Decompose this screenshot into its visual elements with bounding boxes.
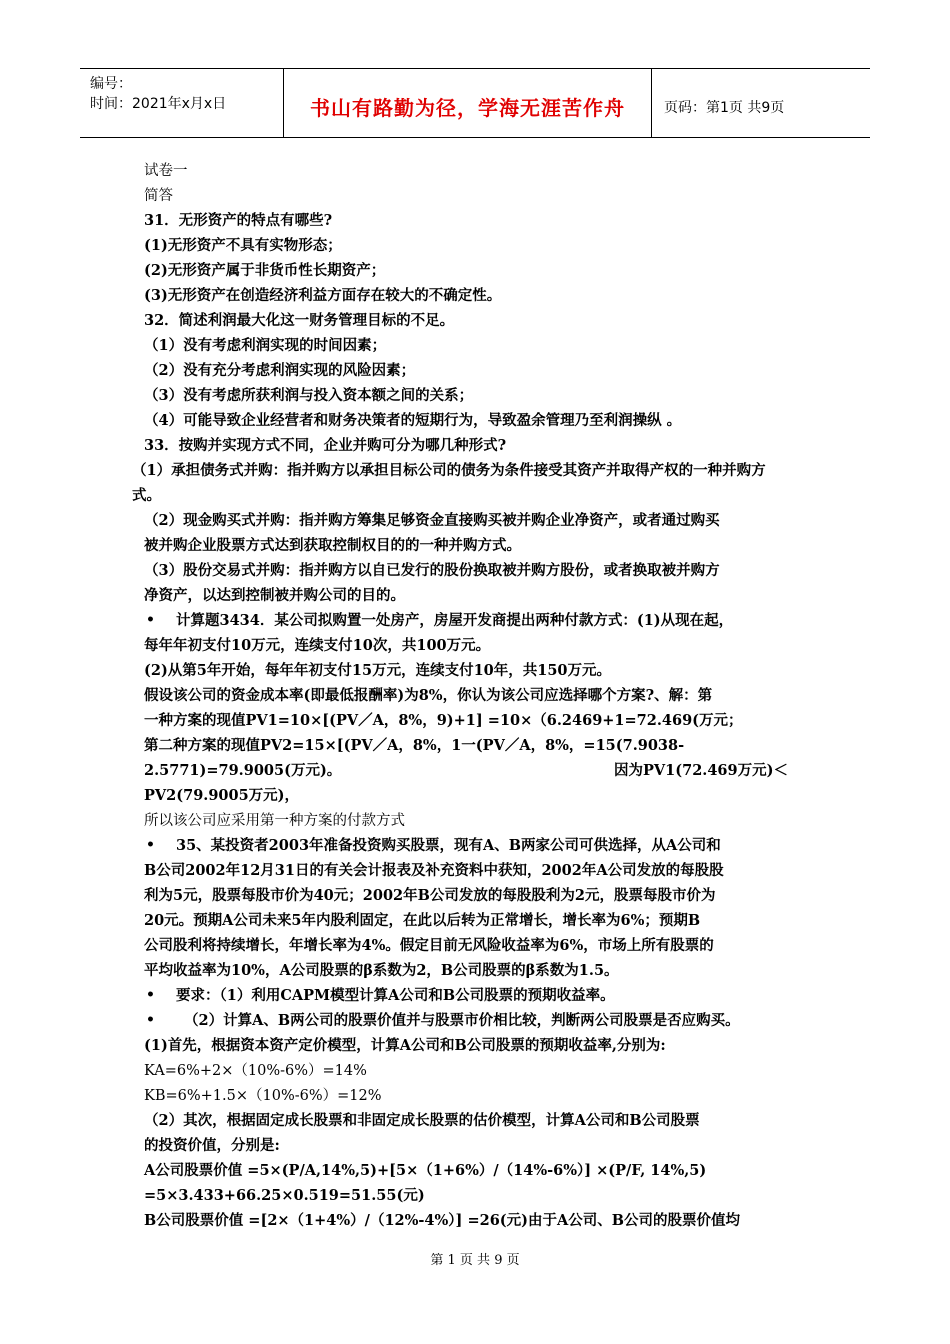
text-line: 被并购企业股票方式达到获取控制权目的的一种并购方式。 [144,537,521,554]
bullet: • [146,987,155,1003]
text-line: 净资产，以达到控制被并购公司的目的。 [144,587,405,604]
number-label: 编号： [90,76,132,92]
text-line: 第二种方案的现值PV2=15×[(PV／A，8%，1一(PV／A，8%，=15(7.9038- [144,737,685,754]
text-line: （1）承担债务式并购：指并购方以承担目标公司的债务为条件接受其资产并取得产权的一种并购方 [132,462,766,479]
text-line: (3)无形资产在创造经济利益方面存在较大的不确定性。 [144,287,502,304]
text-line: B公司股票价值 =[2×（1+4%）/（12%-4%）] =26(元)由于A公司、B公司的股票价值均 [144,1212,741,1229]
page-info: 页码：第1页 共9页 [664,100,785,116]
text-line: 所以该公司应采用第一种方案的付款方式 [144,813,405,829]
text-line: 要求：（1）利用CAPM模型计算A公司和B公司股票的预期收益率。 [176,987,615,1004]
text-line: (2)从第5年开始，每年年初支付15万元，连续支付10年，共150万元。 [144,662,612,679]
text-line: A公司股票价值 =5×(P/A,14%,5)+[5×（1+6%）/（14%-6%）] ×(P/F, 14%,5) [144,1162,707,1179]
time-label: 时间：2021年x月x日 [90,96,227,112]
text-line: 式。 [132,487,161,504]
text-line: （2）没有充分考虑利润实现的风险因素； [144,362,416,379]
page-footer: 第 1 页 共 9 页 [430,1253,520,1268]
text-line: KA=6%+2×（10%-6%）=14% [144,1063,367,1079]
header-motto-cell [284,69,652,137]
text-line: PV2(79.9005万元)， [144,787,300,804]
text-line: 公司股利将持续增长，年增长率为4%。假定目前无风险收益率为6%，市场上所有股票的 [144,937,714,954]
text-line: (2)无形资产属于非货币性长期资产； [144,262,386,279]
text-line: 一种方案的现值PV1=10×[(PV／A，8%，9)+1] =10×（6.2469+1=72.469(万元； [144,712,743,729]
text-line: 35、某投资者2003年准备投资购买股票，现有A、B两家公司可供选择，从A公司和 [176,837,721,854]
text-line: 计算题3434．某公司拟购置一处房产，房屋开发商提出两种付款方式：(1)从现在起， [176,612,734,629]
header-meta [80,69,284,137]
text-line: 每年年初支付10万元，连续支付10次，共100万元。 [144,637,491,654]
bullet: • [146,1012,155,1028]
text-line: 20元。预期A公司未来5年内股利固定，在此以后转为正常增长，增长率为6%；预期B [144,912,701,929]
text-line: （3）股份交易式并购：指并购方以自已发行的股份换取被并购方股份，或者换取被并购方 [144,562,720,579]
text-line: (1)首先，根据资本资产定价模型，计算A公司和B公司股票的预期收益率,分别为: [144,1037,666,1054]
text-line: （4）可能导致企业经营者和财务决策者的短期行为，导致盈余管理乃至利润操纵 。 [144,412,682,429]
text-line: =5×3.433+66.25×0.519=51.55(元) [144,1187,425,1204]
text-line: 假设该公司的资金成本率(即最低报酬率)为8%，你认为该公司应选择哪个方案?、解：第 [144,687,713,704]
bullet: • [146,837,155,853]
text-line: （2）计算A、B两公司的股票价值并与股票市价相比较，判断两公司股票是否应购买。 [184,1012,740,1029]
bullet: • [146,612,155,628]
text-line: 利为5元，股票每股市价为40元；2002年B公司发放的每股股利为2元，股票每股市价为 [144,887,716,904]
text-line: 31．无形资产的特点有哪些? [144,212,333,229]
text-line: （3）没有考虑所获利润与投入资本额之间的关系； [144,387,474,404]
text-line: 32．简述利润最大化这一财务管理目标的不足。 [144,312,455,329]
text-line: 因为PV1(72.469万元)＜ [614,762,788,779]
text-line: （1）没有考虑利润实现的时间因素； [144,337,387,354]
text-line: KB=6%+1.5×（10%-6%）=12% [144,1088,382,1104]
page-header [80,68,870,138]
text-line: (1)无形资产不具有实物形态； [144,237,342,254]
text-line: B公司2002年12月31日的有关会计报表及补充资料中获知，2002年A公司发放的每股股 [144,862,724,879]
text-line: （2）现金购买式并购：指并购方筹集足够资金直接购买被并购企业净资产，或者通过购买 [144,512,720,529]
text-line: 试卷一 [144,163,188,179]
text-line: （2）其次，根据固定成长股票和非固定成长股票的估价模型，计算A公司和B公司股票 [144,1112,700,1129]
text-line: 简答 [144,188,173,204]
text-line: 2.5771)=79.9005(万元)。 [144,762,342,779]
motto: 书山有路勤为径，学海无涯苦作舟 [310,96,625,120]
text-line: 33．按购并实现方式不同，企业并购可分为哪几种形式? [144,437,507,454]
text-line: 平均收益率为10%，A公司股票的β系数为2，B公司股票的β系数为1.5。 [144,962,619,979]
text-line: 的投资价值，分别是: [144,1137,280,1154]
header-page-cell [652,69,870,137]
